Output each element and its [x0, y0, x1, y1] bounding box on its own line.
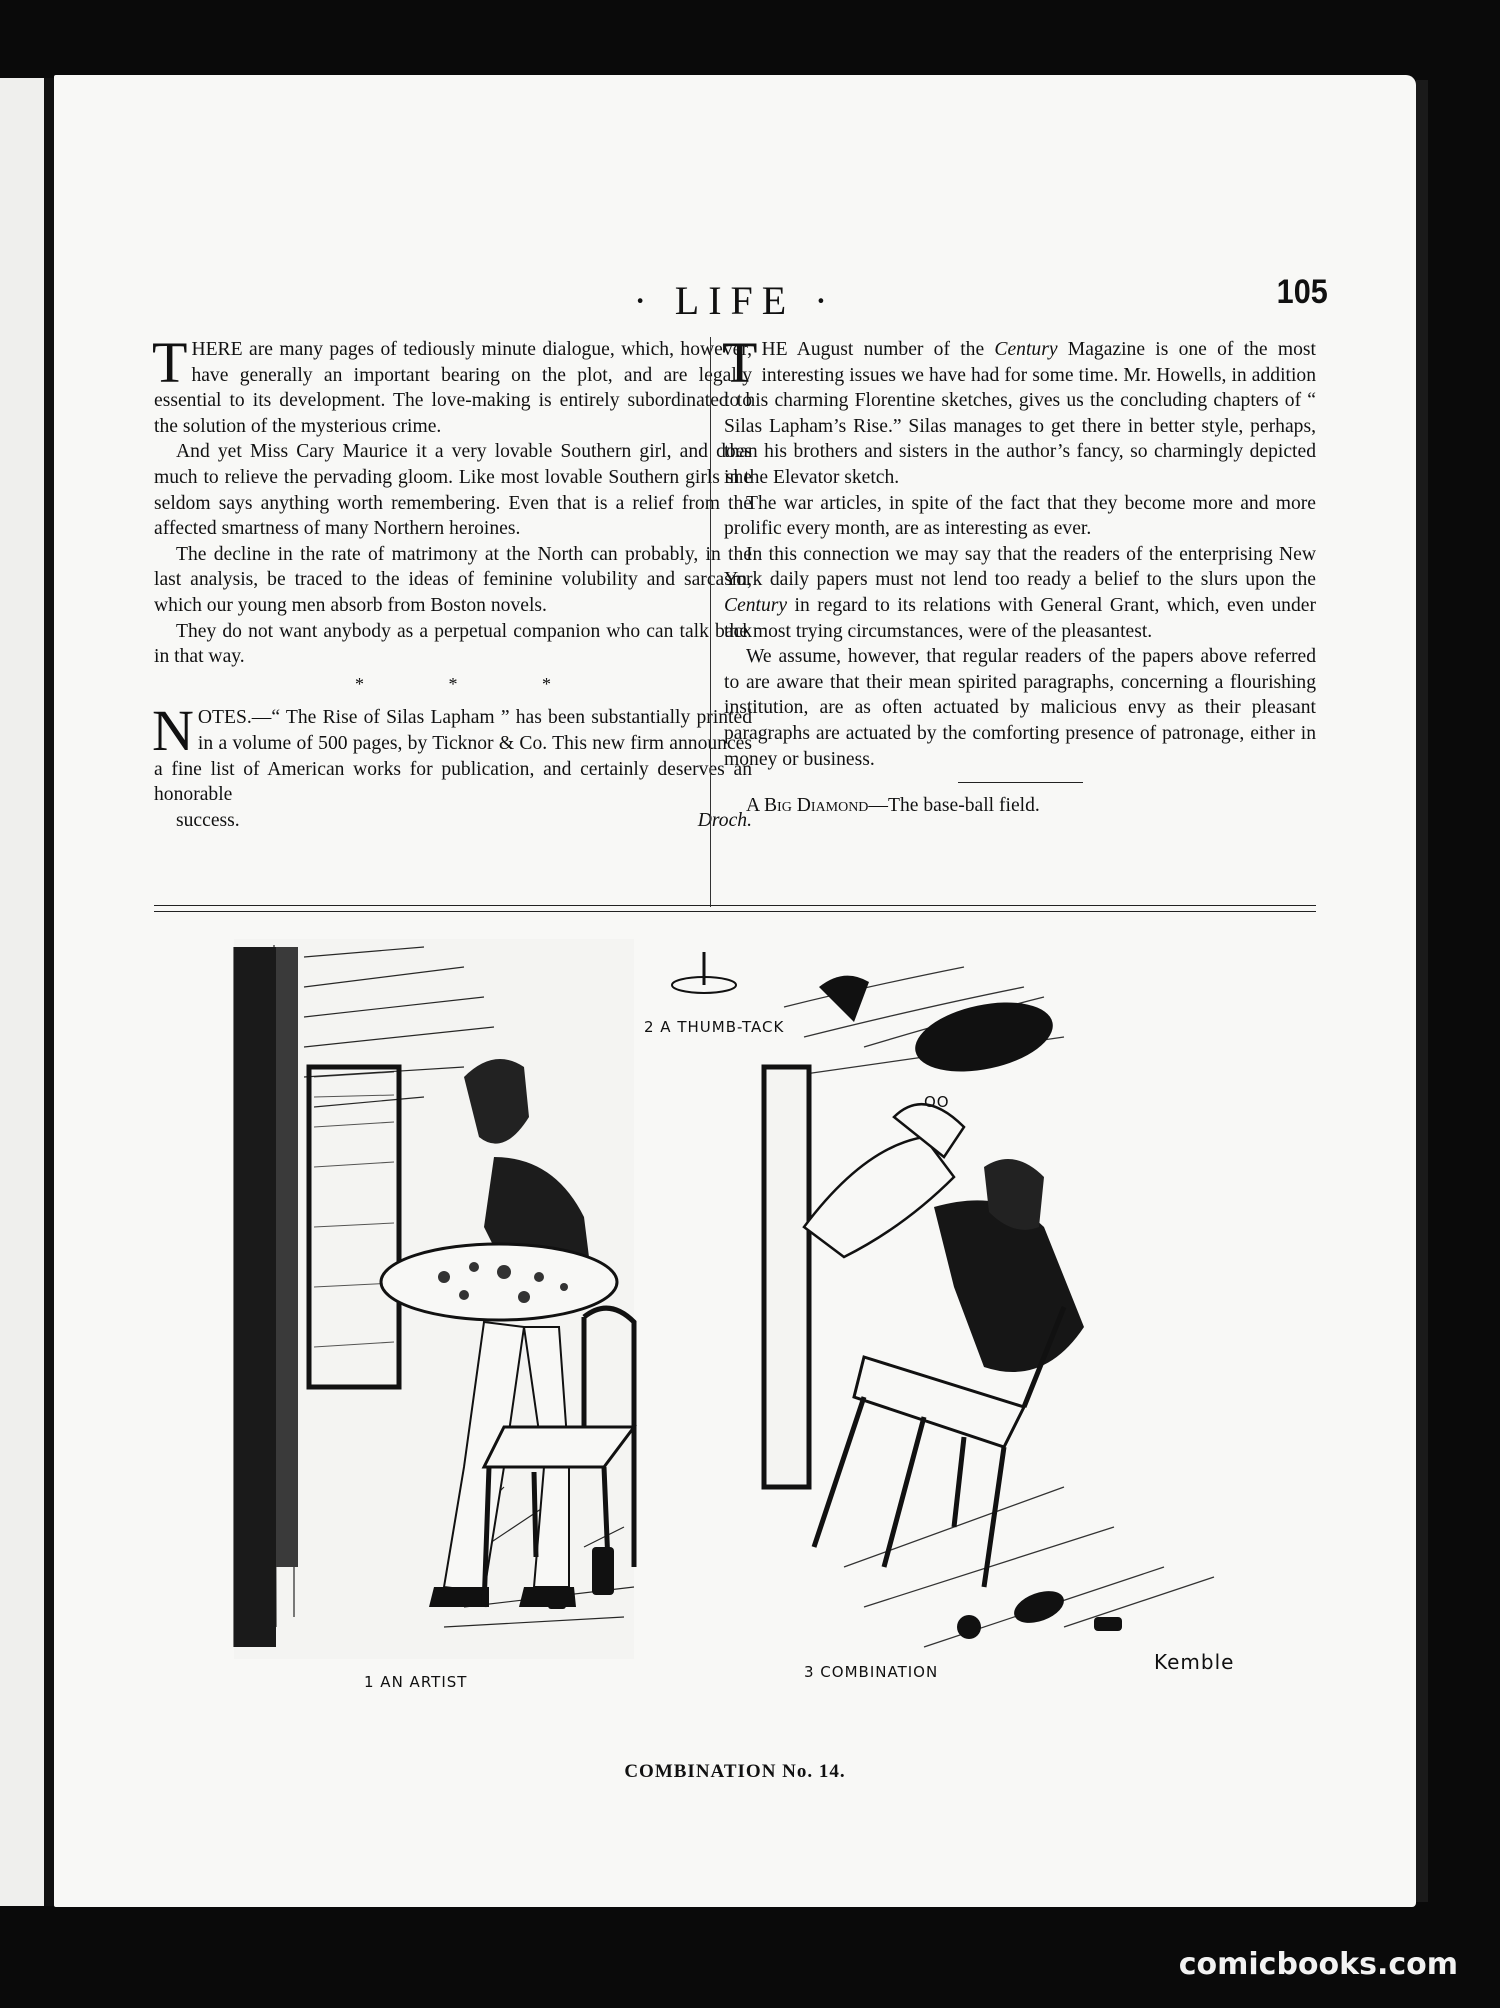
- exclamation-mark: OO: [924, 1093, 950, 1111]
- joke-text: —The base-ball field.: [868, 795, 1040, 817]
- page-number: 105: [1276, 273, 1328, 311]
- paragraph: The war articles, in spite of the fact that they become more and more prolific every month, are as interesting as ever.: [724, 492, 1316, 540]
- paragraph: The decline in the rate of matrimony at the North can probably, in the last analysis, be traced to the ideas of feminine volubility and sarcasm, which our young men absorb from Boston novels.: [154, 543, 752, 616]
- drop-cap: T: [722, 330, 758, 395]
- site-watermark: comicbooks.com: [1178, 1947, 1458, 1982]
- cartoon-illustration: [164, 927, 1316, 1757]
- magazine-page: [54, 75, 1416, 1907]
- author-signature: Droch.: [697, 809, 752, 831]
- previous-page-edge: [0, 78, 44, 1906]
- column-rule: [710, 337, 711, 907]
- panel-label-thumbtack: 2 A THUMB-TACK: [644, 1018, 785, 1036]
- paragraph: And yet Miss Cary Maurice it a very lovable Southern girl, and does much to relieve the pervading gloom. Like most lovable Southern girls she seldom says anything worth remembering. Even that is a relief from the affected smartness of many Northern heroines.: [154, 441, 752, 540]
- illustration-caption: COMBINATION No. 14.: [624, 1761, 846, 1782]
- drop-cap: T: [152, 330, 188, 395]
- paragraph-text: HERE are many pages of tediously minute dialogue, which, however, have generally an important bearing on the plot, and are legally essential to its development. The love-making is entirely subordinated to the solution of the mysterious crime.: [154, 339, 752, 437]
- paragraph: [722, 330, 1316, 491]
- joke-title: A Big Diamond: [746, 795, 869, 817]
- masthead: · LIFE ·: [633, 278, 837, 323]
- artist-signature: Kemble: [1154, 1650, 1235, 1674]
- panel-artist: [234, 939, 784, 1691]
- paragraph: They do not want anybody as a perpetual companion who can talk back in that way.: [154, 620, 752, 668]
- page-gutter: [44, 78, 54, 1906]
- paragraph-text: success.: [176, 809, 240, 831]
- paragraph: [724, 542, 1316, 644]
- section-break-stars: * * *: [355, 673, 591, 694]
- section-rule-bottom: [154, 911, 1316, 912]
- page-right-shadow: [1416, 80, 1428, 1902]
- paragraph-text: HE August number of the: [761, 339, 995, 360]
- paragraph-text: In this connection we may say that the readers of the enterprising New York daily papers must not lend too ready a belief to the slurs upon the: [724, 543, 1316, 591]
- paragraph-text: in regard to its relations with General Grant, which, even under the most trying circumstances, were of the pleasantest.: [724, 594, 1316, 642]
- panel-label-artist: 1 AN ARTIST: [364, 1673, 468, 1691]
- section-rule-top: [154, 905, 1316, 906]
- panel-combination: [764, 967, 1234, 1681]
- paragraph-text: OTES.—“ The Rise of Silas Lapham ” has been substantially printed in a volume of 500 pages, by Ticknor & Co. This new firm announces a fine list of American works for publication, and certainly deserves an honorable: [154, 707, 752, 806]
- left-column: [152, 330, 752, 833]
- italic-title: Century: [724, 594, 788, 616]
- paragraph: We assume, however, that regular readers of the papers above referred to are aware that their mean spirited paragraphs, concerning a flourishing institution, are as often actuated by malicious envy as their pleasant paragraphs are actuated by the comforting presence of patronage, either in money or business.: [724, 646, 1316, 770]
- signature-line: [154, 808, 752, 834]
- paragraph-text: Magazine is one of the most interesting issues we have had for some time. Mr. Howells, in addition to his charming Florentine sketches, gives us the concluding chapters of “ Silas Lapham’s Rise.” Silas manages to get there in better style, perhaps, than his brothers and sisters in the author’s fancy, so charmingly depicted in the Elevator sketch.: [724, 339, 1316, 488]
- short-divider: [958, 782, 1083, 783]
- joke-line: [724, 793, 1316, 819]
- drop-cap: N: [152, 698, 194, 764]
- italic-title: Century: [994, 339, 1058, 360]
- paragraph: [152, 330, 752, 439]
- panel-label-combination: 3 COMBINATION: [804, 1663, 939, 1681]
- notes-paragraph: [152, 698, 752, 807]
- right-column: [722, 330, 1316, 819]
